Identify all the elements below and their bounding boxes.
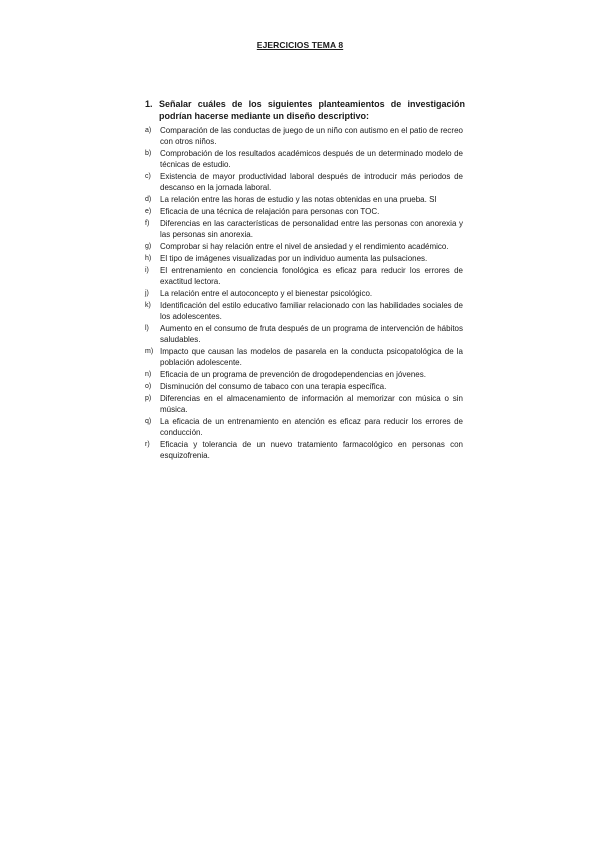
options-list	[145, 125, 463, 462]
item-letter: i)	[145, 267, 149, 274]
item-letter: l)	[145, 325, 149, 332]
item-text: Aumento en el consumo de fruta después de un programa de intervención de hábitos saludables.	[160, 324, 463, 344]
list-item	[145, 206, 463, 217]
question-1	[145, 98, 465, 122]
item-letter: m)	[145, 348, 154, 355]
list-item	[145, 265, 463, 287]
item-text: Diferencias en las características de personalidad entre las personas con anorexia y las personas sin anorexia.	[160, 219, 463, 239]
list-item	[145, 393, 463, 415]
question-number: 1.	[145, 99, 153, 109]
item-text: La eficacia de un entrenamiento en atención es eficaz para reducir los errores de conducción.	[160, 417, 463, 437]
item-letter: e)	[145, 208, 152, 215]
list-item	[145, 218, 463, 240]
item-letter: p)	[145, 395, 152, 402]
page-title: EJERCICIOS TEMA 8	[256, 40, 344, 50]
item-text: Diferencias en el almacenamiento de información al memorizar con música o sin música.	[160, 394, 463, 414]
item-letter: c)	[145, 173, 151, 180]
item-text: Existencia de mayor productividad laboral después de introducir más periodos de descanso en la jornada laboral.	[160, 172, 463, 192]
list-item	[145, 381, 463, 392]
list-item	[145, 148, 463, 170]
item-text: La relación entre las horas de estudio y las notas obtenidas en una prueba. SI	[160, 195, 437, 204]
item-letter: g)	[145, 243, 152, 250]
list-item	[145, 194, 463, 205]
list-item	[145, 300, 463, 322]
list-item	[145, 416, 463, 438]
item-text: El tipo de imágenes visualizadas por un individuo aumenta las pulsaciones.	[160, 254, 428, 263]
list-item	[145, 171, 463, 193]
item-letter: r)	[145, 441, 150, 448]
item-letter: n)	[145, 371, 152, 378]
item-text: Eficacia y tolerancia de un nuevo tratamiento farmacológico en personas con esquizofrenia.	[160, 440, 463, 460]
item-text: Comparación de las conductas de juego de un niño con autismo en el patio de recreo con otros niños.	[160, 126, 463, 146]
item-text: Comprobación de los resultados académicos después de un determinado modelo de técnicas de estudio.	[160, 149, 463, 169]
item-text: Disminución del consumo de tabaco con una terapia específica.	[160, 382, 387, 391]
item-letter: q)	[145, 418, 152, 425]
item-text: Eficacia de un programa de prevención de drogodependencias en jóvenes.	[160, 370, 426, 379]
item-text: Comprobar si hay relación entre el nivel de ansiedad y el rendimiento académico.	[160, 242, 449, 251]
list-item	[145, 253, 463, 264]
item-letter: j)	[145, 290, 149, 297]
item-letter: h)	[145, 255, 152, 262]
list-item	[145, 241, 463, 252]
item-letter: o)	[145, 383, 152, 390]
item-letter: a)	[145, 127, 152, 134]
list-item	[145, 323, 463, 345]
item-letter: k)	[145, 302, 151, 309]
list-item	[145, 439, 463, 461]
item-letter: b)	[145, 150, 152, 157]
item-text: Eficacia de una técnica de relajación para personas con TOC.	[160, 207, 380, 216]
item-text: La relación entre el autoconcepto y el bienestar psicológico.	[160, 289, 373, 298]
item-letter: d)	[145, 196, 152, 203]
list-item	[145, 346, 463, 368]
item-text: Impacto que causan las modelos de pasarela en la conducta psicopatológica de la población adolescente.	[160, 347, 463, 367]
item-letter: f)	[145, 220, 150, 227]
list-item	[145, 288, 463, 299]
question-text: Señalar cuáles de los siguientes planteamientos de investigación podrían hacerse mediante un diseño descriptivo:	[159, 99, 465, 121]
item-text: El entrenamiento en conciencia fonológica es eficaz para reducir los errores de exactitud lectora.	[160, 266, 463, 286]
list-item	[145, 125, 463, 147]
list-item	[145, 369, 463, 380]
item-text: Identificación del estilo educativo familiar relacionado con las habilidades sociales de los adolescentes.	[160, 301, 463, 321]
